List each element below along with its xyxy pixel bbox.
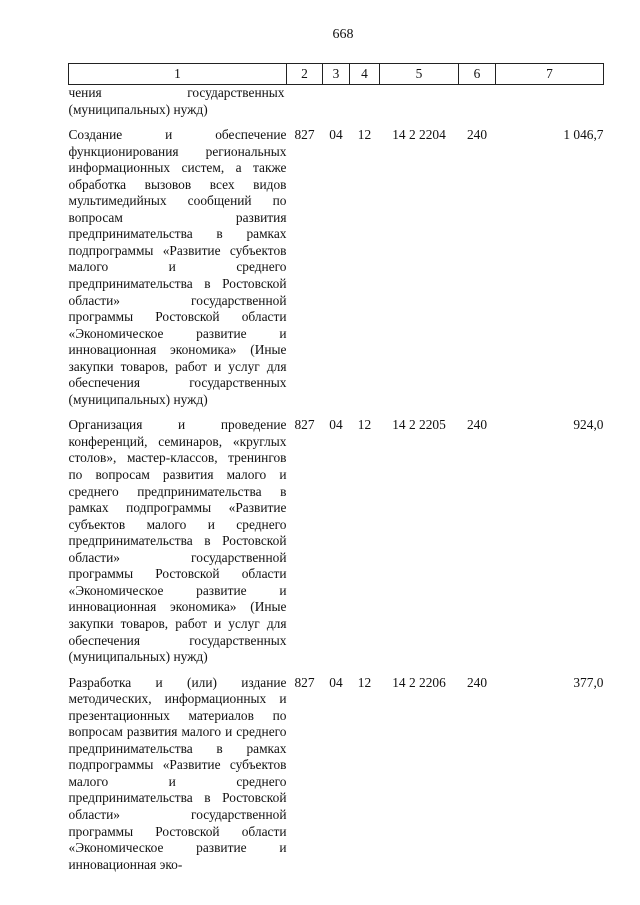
column-header-3: 3 (323, 64, 350, 85)
row-expense-type: 240 (466, 127, 488, 143)
row-target-code: 14 2 2206 (392, 674, 446, 690)
row-subsection-code: 12 (357, 674, 372, 690)
row-expense-type: 240 (466, 417, 488, 433)
header-row (69, 64, 604, 85)
row-amount: 377,0 (573, 674, 604, 690)
column-header-5: 5 (380, 64, 459, 85)
row-section-code: 04 (329, 417, 343, 433)
column-header-7: 7 (496, 64, 604, 85)
row-ministry-code: 827 (294, 674, 315, 690)
row-expense-type: 240 (466, 674, 488, 690)
row-target-code: 14 2 2205 (392, 417, 446, 433)
row-subsection-code: 12 (357, 127, 372, 143)
row-subsection-code: 12 (357, 417, 372, 433)
column-header-2: 2 (287, 64, 323, 85)
row-amount: 1 046,7 (563, 127, 604, 143)
row-ministry-code: 827 (294, 127, 315, 143)
continuation-row (69, 85, 604, 128)
row-target-code: 14 2 2204 (392, 127, 446, 143)
budget-table (68, 63, 604, 882)
row-section-code: 04 (329, 127, 343, 143)
column-header-4: 4 (350, 64, 380, 85)
page-number: 668 (332, 27, 354, 42)
table-row (69, 127, 604, 417)
table-row (69, 675, 604, 883)
table-row (69, 417, 604, 674)
row-description: Разработка и (или) издание методических, информационных и презентационных материалов по вопросам развития малого и среднего предпринимательства в рамках подпрограммы «Развитие субъектов малого и среднего предпринимательства в Ростовской области» государственной программы Ростовской области «Экономическое развитие и инновационная эко- (68, 674, 287, 872)
row-section-code: 04 (329, 674, 343, 690)
column-header-1: 1 (69, 64, 287, 85)
continuation-description: чения государственных (муниципальных) нужд) (68, 85, 285, 117)
column-header-6: 6 (459, 64, 496, 85)
row-description: Организация и проведение конференций, семинаров, «круглых столов», мастер-классов, тренингов по вопросам развития малого и среднего предпринимательства в рамках подпрограммы «Развитие субъектов малого и среднего предпринимательства в Ростовской области» государственной программы Ростовской области «Экономическое развитие и инновационная экономика» (Иные закупки товаров, работ и услуг для обеспечения государственных (муниципальных) нужд) (68, 417, 287, 665)
row-description: Создание и обеспечение функционирования региональных информационных систем, а также обработка вызовов всех видов мультимедийных сообщений по вопросам развития предпринимательства в рамках подпрограммы «Развитие субъектов малого и среднего предпринимательства в Ростовской области» государственной программы Ростовской области «Экономическое развитие и инновационная экономика» (Иные закупки товаров, работ и услуг для обеспечения государственных (муниципальных) нужд) (68, 127, 287, 407)
row-ministry-code: 827 (294, 417, 315, 433)
row-amount: 924,0 (573, 417, 604, 433)
